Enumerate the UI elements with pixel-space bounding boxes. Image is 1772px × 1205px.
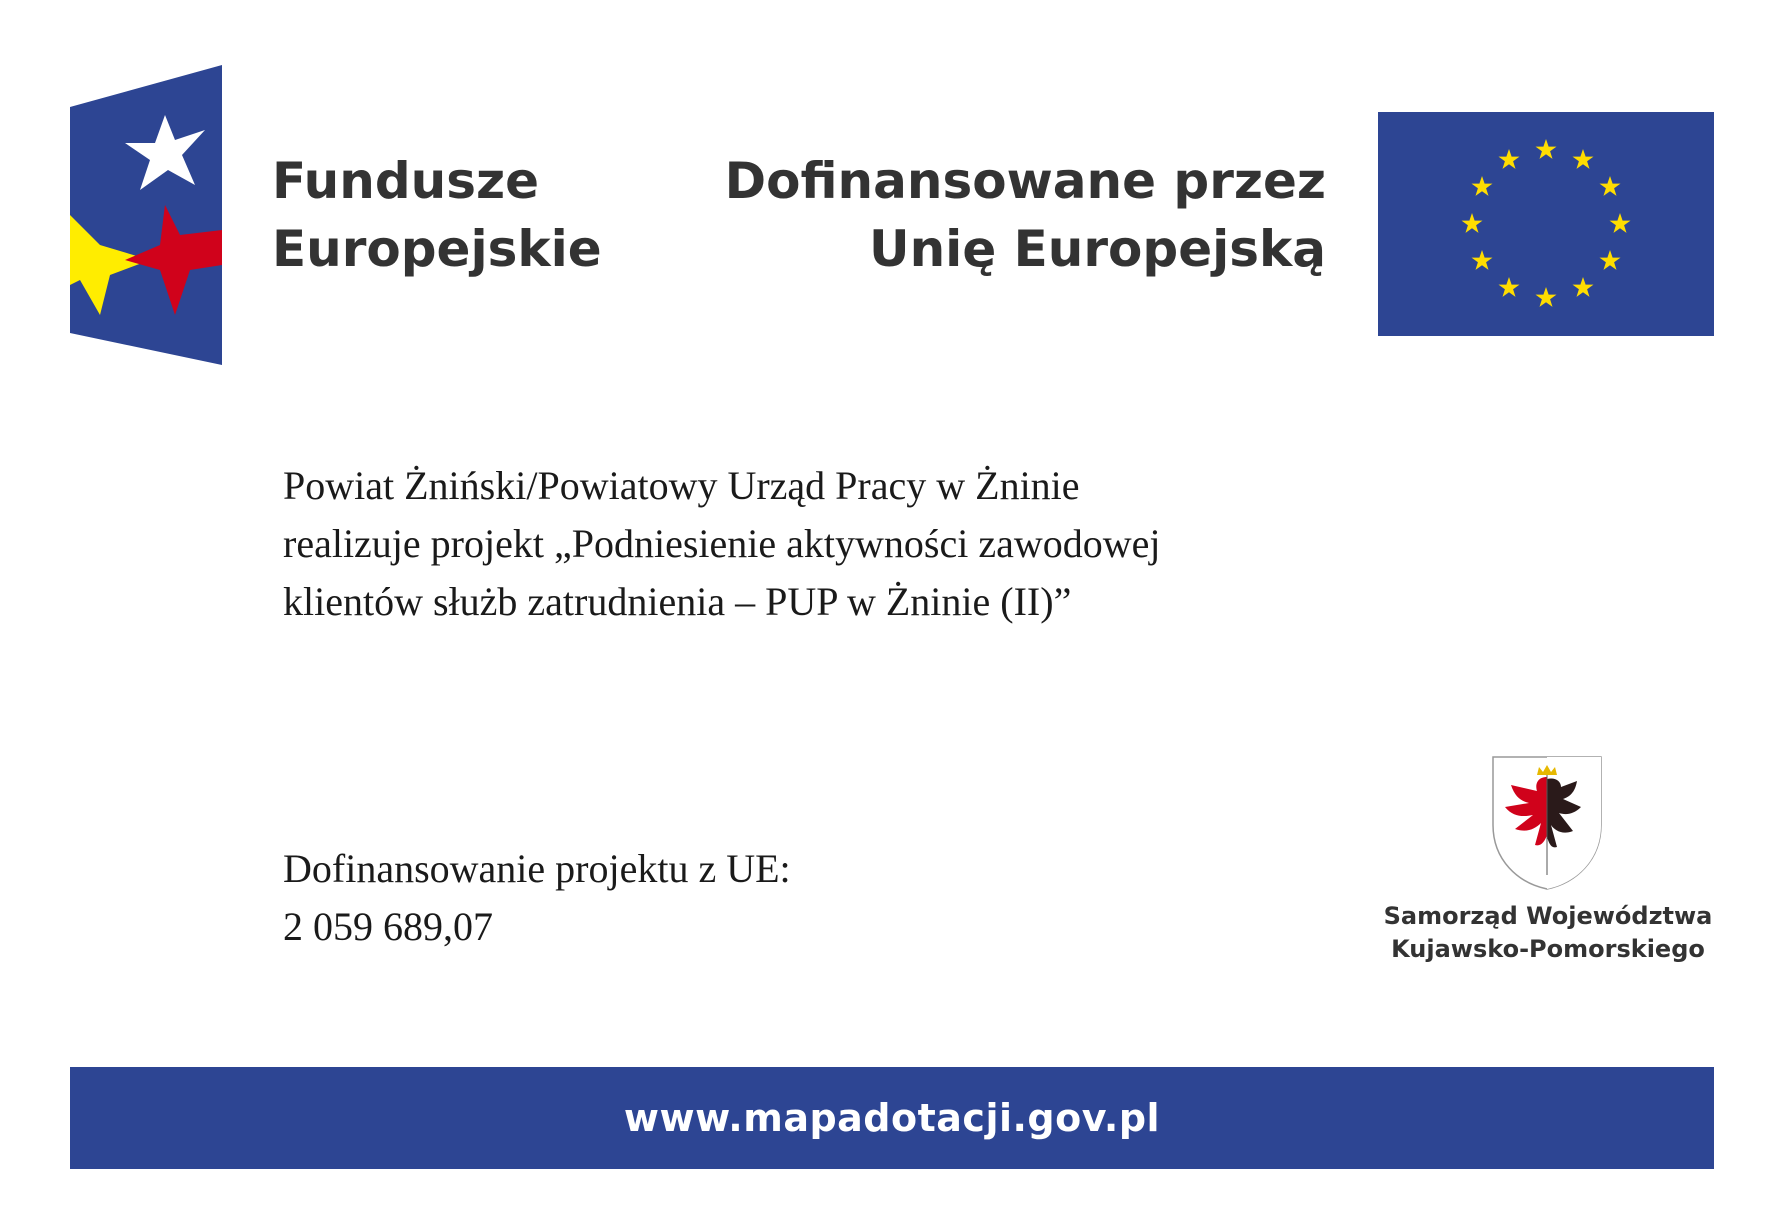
footer-bar bbox=[70, 1067, 1714, 1169]
fe-title-line1: Fundusze bbox=[272, 152, 540, 210]
samorzad-line2: Kujawsko-Pomorskiego bbox=[1391, 935, 1705, 963]
project-line-2: realizuje projekt „Podniesienie aktywności zawodowej bbox=[283, 521, 1161, 566]
project-line-1: Powiat Żniński/Powiatowy Urząd Pracy w Żninie bbox=[283, 463, 1080, 508]
kujawsko-pomorskie-crest-icon bbox=[1491, 755, 1603, 891]
funding-info bbox=[283, 840, 791, 956]
funding-amount: 2 059 689,07 bbox=[283, 904, 493, 949]
cofinanced-line1: Dofinansowane przez bbox=[724, 152, 1326, 210]
samorzad-label bbox=[1378, 900, 1718, 966]
samorzad-line1: Samorząd Województwa bbox=[1383, 902, 1713, 930]
eu-flag-icon bbox=[1378, 112, 1714, 336]
fundusze-europejskie-logo-icon bbox=[70, 65, 222, 365]
footer-url-link[interactable]: www.mapadotacji.gov.pl bbox=[623, 1096, 1161, 1140]
cofinanced-line2: Unię Europejską bbox=[868, 220, 1326, 278]
fe-title-line2: Europejskie bbox=[272, 220, 602, 278]
project-description bbox=[283, 457, 1160, 631]
fundusze-europejskie-title bbox=[272, 147, 602, 283]
cofinanced-by-eu-title bbox=[725, 147, 1326, 283]
project-line-3: klientów służb zatrudnienia – PUP w Żninie (II)” bbox=[283, 579, 1072, 624]
funding-label: Dofinansowanie projektu z UE: bbox=[283, 846, 791, 891]
